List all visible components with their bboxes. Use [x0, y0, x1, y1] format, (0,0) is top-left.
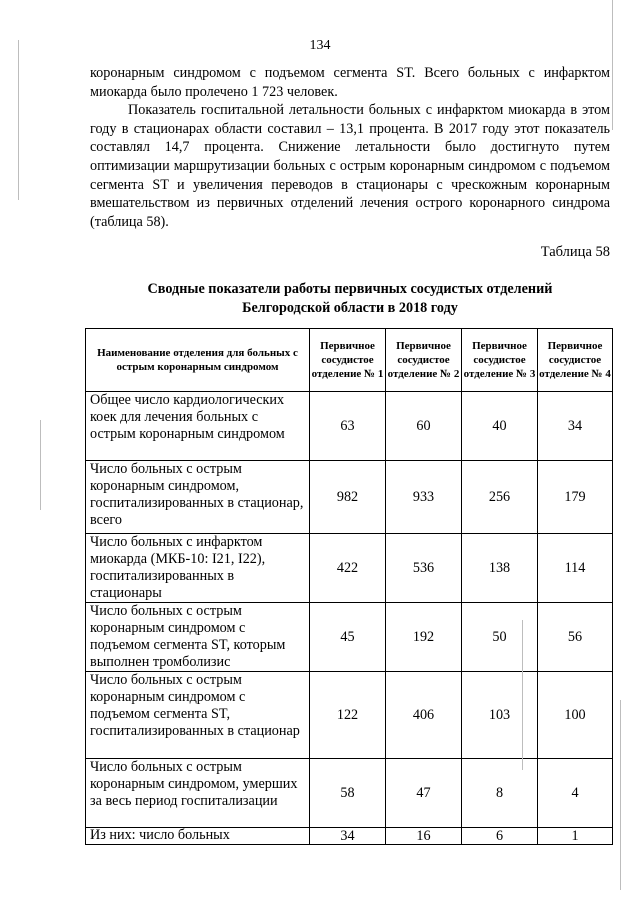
cell-department-1: 34 — [310, 828, 386, 845]
cell-department-1: 45 — [310, 603, 386, 672]
header-department-name: Наименование отделения для больных с острым коронарным синдромом — [86, 329, 310, 392]
cell-department-3: 50 — [462, 603, 538, 672]
cell-department-1: 422 — [310, 534, 386, 603]
table-label: Таблица 58 — [540, 244, 610, 260]
header-department-3: Первичное сосудистое отделение № 3 — [462, 329, 538, 392]
cell-department-1: 122 — [310, 672, 386, 759]
row-label: Число больных с острым коронарным синдромом с подъемом сегмента ST, которым выполнен тромболизис — [86, 603, 310, 672]
cell-department-4: 34 — [538, 392, 613, 461]
row-label: Из них: число больных — [86, 828, 310, 845]
cell-department-3: 6 — [462, 828, 538, 845]
cell-department-2: 536 — [386, 534, 462, 603]
cell-department-4: 100 — [538, 672, 613, 759]
scan-artifact-right — [612, 0, 613, 130]
scan-artifact-right — [620, 700, 621, 890]
row-label: Число больных с острым коронарным синдромом, умерших за весь период госпитализации — [86, 759, 310, 828]
header-department-1: Первичное сосудистое отделение № 1 — [310, 329, 386, 392]
header-department-2: Первичное сосудистое отделение № 2 — [386, 329, 462, 392]
cell-department-4: 56 — [538, 603, 613, 672]
summary-table — [85, 328, 613, 845]
cell-department-4: 114 — [538, 534, 613, 603]
cell-department-2: 47 — [386, 759, 462, 828]
cell-department-2: 60 — [386, 392, 462, 461]
table-row — [86, 603, 613, 672]
body-text — [90, 64, 610, 231]
cell-department-4: 4 — [538, 759, 613, 828]
table-row — [86, 392, 613, 461]
cell-department-1: 58 — [310, 759, 386, 828]
table-header-row — [86, 329, 613, 392]
row-label: Общее число кардиологических коек для лечения больных с острым коронарным синдромом — [86, 392, 310, 461]
scan-artifact-left — [40, 420, 41, 510]
table-title-line-2: Белгородской области в 2018 году — [242, 300, 458, 316]
cell-department-1: 63 — [310, 392, 386, 461]
cell-department-2: 16 — [386, 828, 462, 845]
cell-department-3: 8 — [462, 759, 538, 828]
row-label: Число больных с острым коронарным синдромом, госпитализированных в стационар, всего — [86, 461, 310, 534]
cell-department-3: 103 — [462, 672, 538, 759]
row-label: Число больных с острым коронарным синдромом с подъемом сегмента ST, госпитализированных в стационар — [86, 672, 310, 759]
scan-artifact-right — [522, 620, 523, 770]
cell-department-1: 982 — [310, 461, 386, 534]
cell-department-4: 179 — [538, 461, 613, 534]
cell-department-2: 406 — [386, 672, 462, 759]
table-row — [86, 828, 613, 845]
table-row — [86, 461, 613, 534]
row-label: Число больных с инфарктом миокарда (МКБ-10: I21, I22), госпитализированных в стационары — [86, 534, 310, 603]
table-title-line-1: Сводные показатели работы первичных сосудистых отделений — [147, 281, 553, 297]
cell-department-3: 40 — [462, 392, 538, 461]
paragraph-1: коронарным синдромом с подъемом сегмента ST. Всего больных с инфарктом миокарда было пролечено 1 723 человек. — [90, 65, 610, 100]
table-title — [90, 280, 610, 318]
cell-department-3: 138 — [462, 534, 538, 603]
table-row — [86, 534, 613, 603]
cell-department-3: 256 — [462, 461, 538, 534]
table-row — [86, 759, 613, 828]
cell-department-2: 933 — [386, 461, 462, 534]
scan-artifact-left — [18, 40, 19, 200]
cell-department-4: 1 — [538, 828, 613, 845]
table-row — [86, 672, 613, 759]
header-department-4: Первичное сосудистое отделение № 4 — [538, 329, 613, 392]
page-number: 134 — [309, 38, 331, 53]
paragraph-2: Показатель госпитальной летальности больных с инфарктом миокарда в этом году в стационарах области составил – 13,1 процента. В 2017 году этот показатель составлял 14,7 процента. Снижение летальности было достигнуто путем оптимизации маршрутизации больных с острым коронарным синдромом с подъемом сегмента ST и увеличения переводов в стационары с чрескожным коронарным вмешательством из первичных отделений лечения острого коронарного синдрома (таблица 58). — [90, 102, 610, 230]
cell-department-2: 192 — [386, 603, 462, 672]
